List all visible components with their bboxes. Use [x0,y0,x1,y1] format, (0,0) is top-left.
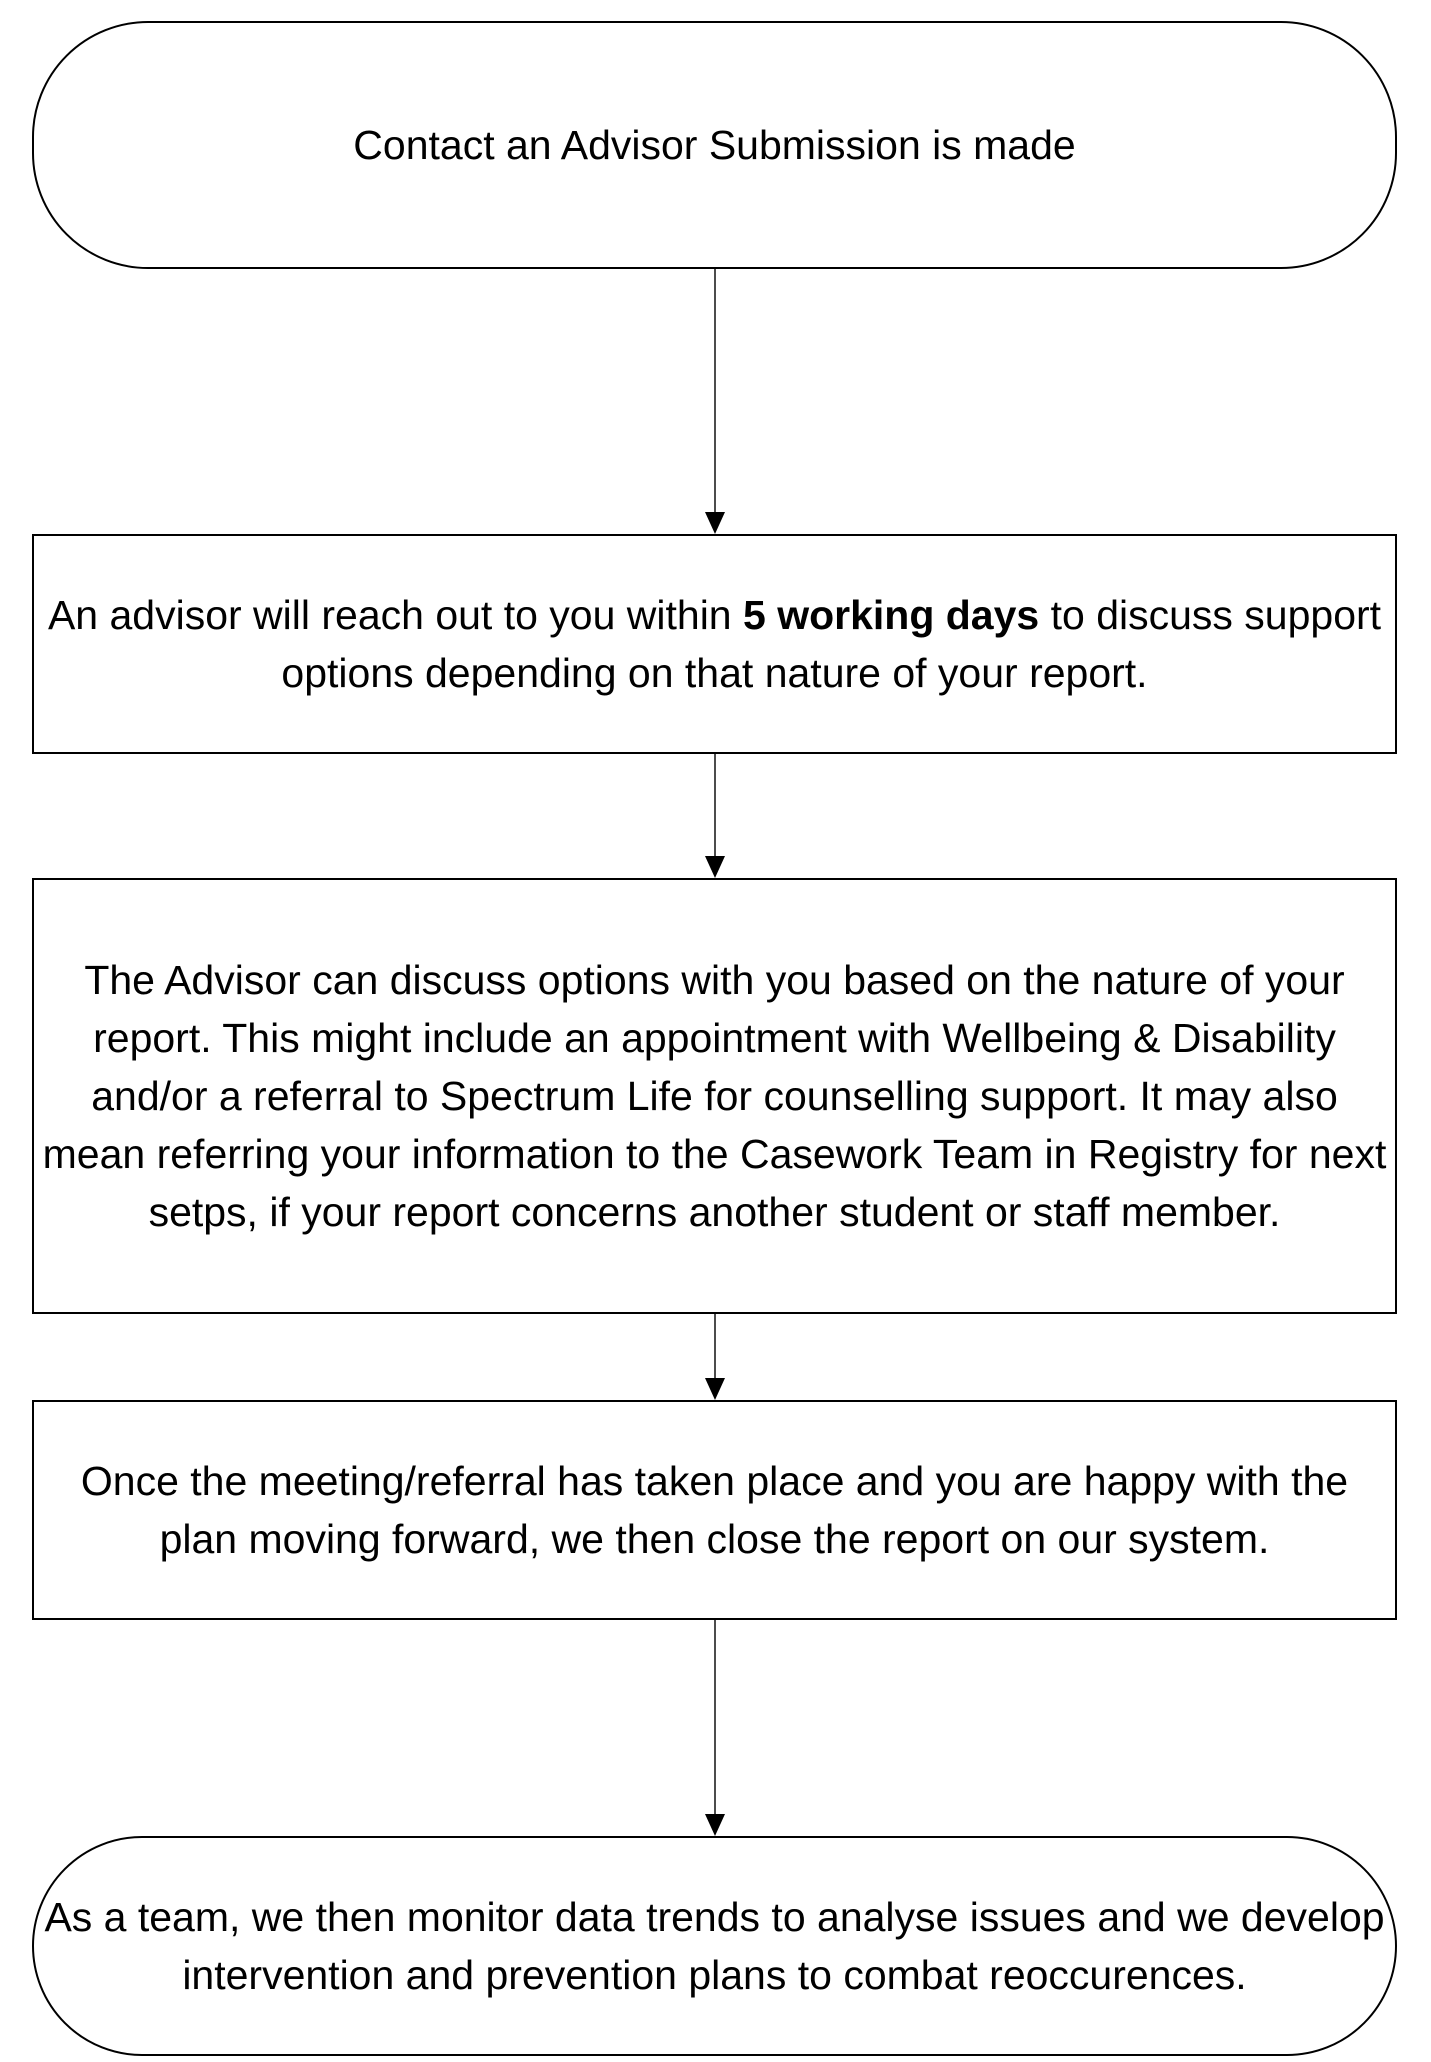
step3-text: Once the meeting/referral has taken place and you are happy with the plan moving forward, we then close the report on our system. [80,1458,1349,1562]
step2-text: The Advisor can discuss options with you based on the nature of your report. This might include an appointment with Wellbeing & Disability and/or a referral to Spectrum Life for counselling support. It may also mean referring your information to the Casework Team in Registry for next setps, if your report concerns another student or staff member. [42,957,1387,1235]
process-step-discuss-options [32,878,1397,1314]
start-terminal [32,21,1397,269]
process-step-advisor-contact [32,534,1397,754]
step1-text-after: to discuss support options depending on that nature of your report. [281,592,1382,696]
end-text: As a team, we then monitor data trends to analyse issues and we develop intervention and prevention plans to combat reoccurences. [44,1894,1385,1998]
start-text: Contact an Advisor Submission is made [353,122,1076,168]
step1-text-before: An advisor will reach out to you within [47,592,743,638]
arrow-start-to-step1 [705,269,725,534]
process-step-close-report [32,1400,1397,1620]
arrow-step1-to-step2 [705,754,725,878]
step1-text-bold: 5 working days [743,592,1040,638]
step1-text [44,586,1385,702]
arrow-step3-to-end [705,1620,725,1836]
end-terminal [32,1836,1397,2056]
arrow-step2-to-step3 [705,1314,725,1400]
